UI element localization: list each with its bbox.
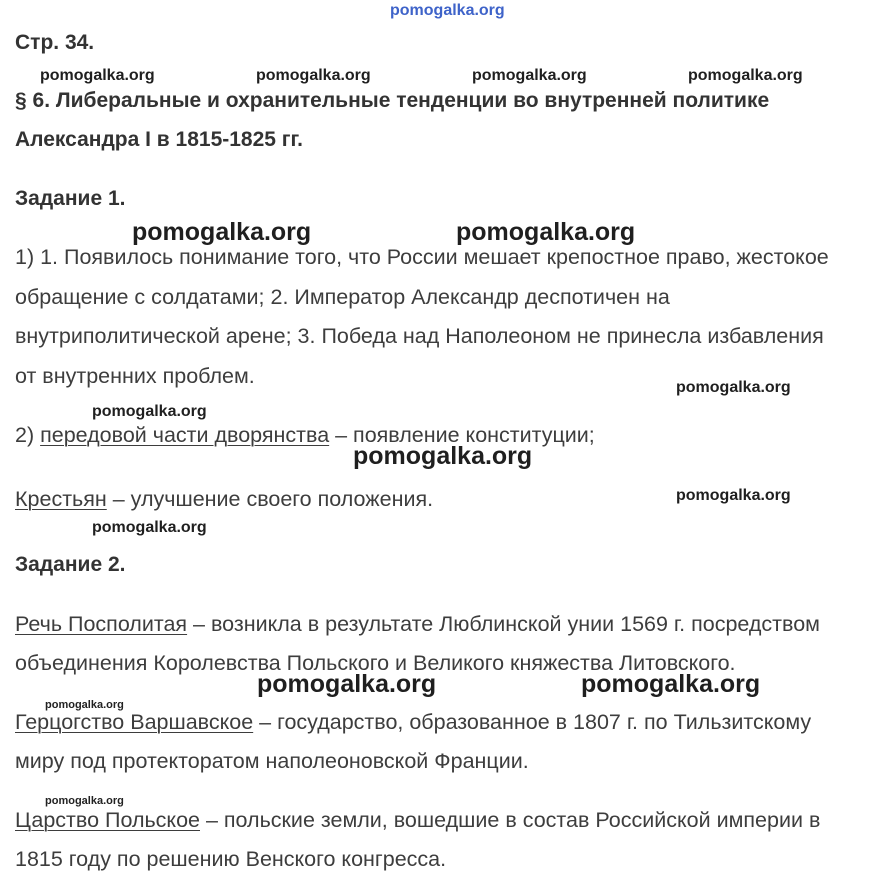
task1-para-line: обращение с солдатами; 2. Император Александр деспотичен на [15, 285, 670, 309]
watermark: pomogalka.org [92, 519, 207, 536]
task1-item3 [15, 487, 433, 512]
task1-para-line: 1) 1. Появилось понимание того, что России мешает крепостное право, жестокое [15, 245, 829, 269]
watermark: pomogalka.org [256, 67, 371, 84]
watermark: pomogalka.org [676, 379, 791, 396]
def2-text: – государство, образованное в 1807 г. по Тильзитскому [253, 710, 812, 734]
section-title-line2: Александра I в 1815-1825 гг. [15, 128, 304, 151]
def1-line2: объединения Королевства Польского и Великого княжества Литовского. [15, 651, 736, 675]
def3-text: – польские земли, вошедшие в состав Российской империи в [200, 808, 821, 832]
watermark: pomogalka.org [92, 403, 207, 420]
watermark-large: pomogalka.org [456, 218, 636, 246]
def3-line1 [15, 808, 820, 833]
def1-line1 [15, 612, 820, 637]
task2-heading: Задание 2. [15, 553, 126, 576]
watermark: pomogalka.org [472, 67, 587, 84]
task1-para-line: от внутренних проблем. [15, 364, 255, 388]
item3-rest: – улучшение своего положения. [106, 487, 434, 511]
def3-term: Царство Польское [15, 808, 200, 832]
watermark: pomogalka.org [676, 487, 791, 504]
task1-heading: Задание 1. [15, 187, 126, 210]
watermark: pomogalka.org [40, 67, 155, 84]
def2-term: Герцогство Варшавское [15, 710, 254, 734]
item3-term: Крестьян [15, 487, 107, 511]
item2-rest: – появление конституции; [329, 423, 595, 447]
section-title-line1: § 6. Либеральные и охранительные тенденции во внутренней политике [15, 89, 770, 112]
def2-line1 [15, 710, 811, 735]
watermark-large: pomogalka.org [581, 670, 761, 698]
task1-para-line: внутриполитической арене; 3. Победа над Наполеоном не принесла избавления [15, 324, 824, 348]
item2-term: передовой части дворянства [40, 423, 330, 447]
page-reference: Стр. 34. [15, 31, 95, 54]
watermark-small: pomogalka.org [45, 795, 124, 807]
def3-line2: 1815 году по решению Венского конгресса. [15, 847, 447, 871]
def2-line2: миру под протекторатом наполеоновской Франции. [15, 749, 529, 773]
watermark: pomogalka.org [688, 67, 803, 84]
watermark-large: pomogalka.org [132, 218, 312, 246]
watermark-large: pomogalka.org [257, 670, 437, 698]
def1-text: – возникла в результате Люблинской унии 1569 г. посредством [187, 612, 820, 636]
item2-prefix: 2) [15, 423, 41, 447]
def1-term: Речь Посполитая [15, 612, 188, 636]
watermark-small: pomogalka.org [45, 699, 124, 711]
watermark-large: pomogalka.org [353, 442, 533, 470]
watermark-top: pomogalka.org [390, 2, 505, 19]
